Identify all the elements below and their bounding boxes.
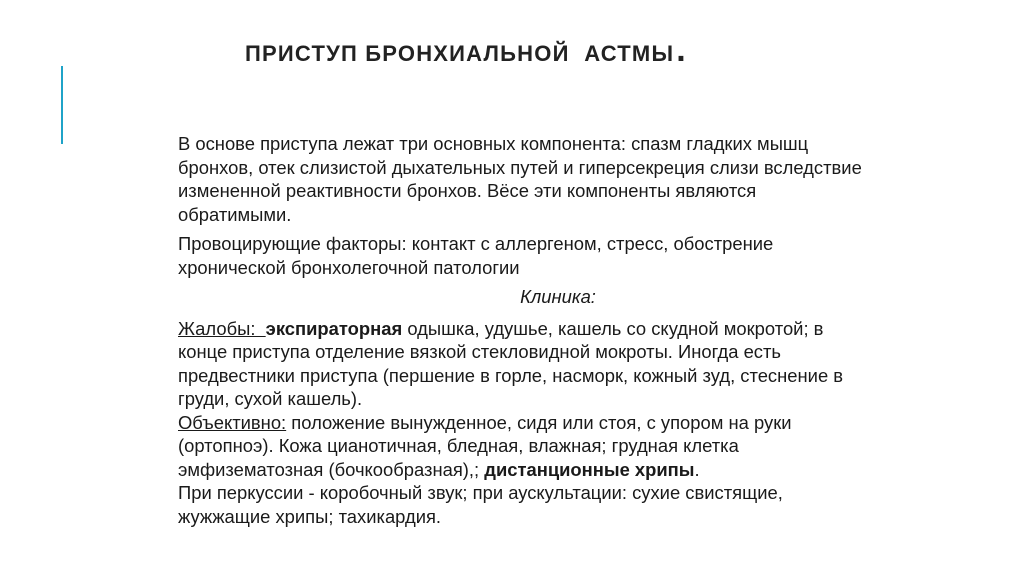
paragraph-clinical	[178, 317, 868, 529]
objective-text: положение вынужденное, сидя или стоя, с упором на руки (ортопноэ). Кожа цианотичная, бледная, влажная; грудная клетка эмфизематозная (бочкообразная),;	[178, 411, 792, 480]
objective-end: .	[694, 458, 700, 480]
objective-bold: дистанционные хрипы	[484, 458, 695, 480]
title-dot: .	[676, 31, 687, 69]
complaints-bold: экспираторная	[265, 317, 403, 339]
slide-body	[178, 132, 868, 534]
paragraph-basis: В основе приступа лежат три основных компонента: спазм гладких мышц бронхов, отек слизистой дыхательных путей и гиперсекреция слизи вследствие измененной реактивности бронхов. Вёсе эти компоненты являются обратимыми.	[178, 133, 862, 225]
percussion-text: При перкуссии - коробочный звук; при аускультации: сухие свистящие, жужжащие хрипы; тахикардия.	[178, 482, 783, 527]
objective-label: Объективно:	[178, 411, 287, 433]
clinic-heading: Клиника:	[520, 286, 596, 307]
complaints-text: одышка, удушье, кашель со скудной мокротой; в конце приступа отделение вязкой стекловидной мокроты. Иногда есть предвестники приступа (першение в горле, насморк, кожный зуд, стеснение в груди, сухой кашель).	[178, 317, 844, 409]
accent-bar	[61, 66, 63, 144]
slide-title-text: ПРИСТУП БРОНХИАЛЬНОЙ АСТМЫ	[245, 41, 675, 66]
slide-title	[245, 31, 687, 69]
paragraph-triggers: Провоцирующие факторы: контакт с аллергеном, стресс, обострение хронической бронхолегочной патологии	[178, 233, 774, 278]
complaints-label: Жалобы:	[178, 317, 266, 339]
